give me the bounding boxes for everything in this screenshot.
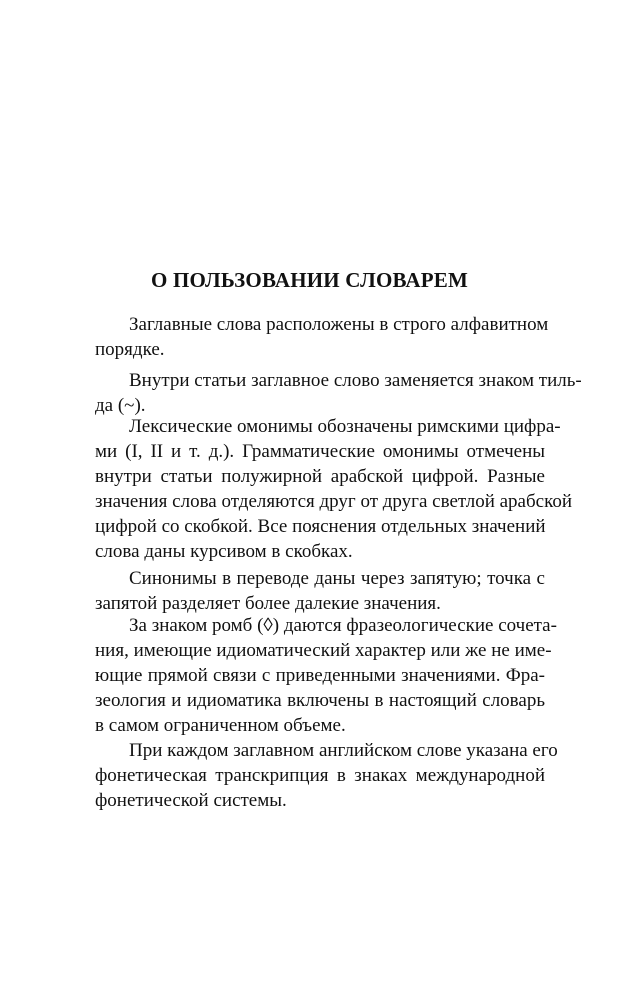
text-line: в самом ограниченном объеме.: [95, 715, 346, 736]
paragraph-headwords-order: [95, 312, 549, 362]
text-line: Заглавные слова расположены в строго алфавитном: [129, 314, 549, 335]
text-line: Лексические омонимы обозначены римскими цифра-: [129, 416, 561, 437]
page-title: О ПОЛЬЗОВАНИИ СЛОВАРЕМ: [151, 268, 468, 292]
paragraph-tilde-usage: [95, 368, 582, 418]
text-line: внутри статьи полужирной арабской цифрой. Разные: [95, 466, 545, 487]
text-line: ющие прямой связи с приведенными значениями. Фра-: [95, 665, 545, 686]
text-line: запятой разделяет более далекие значения.: [95, 593, 441, 614]
text-line: слова даны курсивом в скобках.: [95, 541, 353, 562]
text-line: да (~).: [95, 395, 146, 416]
text-line: ния, имеющие идиоматический характер или же не име-: [95, 640, 552, 661]
text-line: За знаком ромб (◊) даются фразеологические сочета-: [129, 615, 557, 636]
text-line: значения слова отделяются друг от друга светлой арабской: [95, 491, 573, 512]
paragraph-homonyms: [95, 414, 573, 564]
text-line: фонетическая транскрипция в знаках международной: [95, 765, 545, 786]
text-line: Внутри статьи заглавное слово заменяется знаком тиль-: [129, 370, 582, 391]
paragraph-phraseology: [95, 613, 557, 738]
text-line: порядке.: [95, 339, 165, 360]
text-line: Синонимы в переводе даны через запятую; точка с: [129, 568, 545, 589]
text-line: фонетической системы.: [95, 790, 287, 811]
text-line: цифрой со скобкой. Все пояснения отдельных значений: [95, 516, 546, 537]
paragraph-transcription: [95, 738, 558, 813]
text-line: зеология и идиоматика включены в настоящий словарь: [95, 690, 545, 711]
text-line: ми (I, II и т. д.). Грамматические омонимы отмечены: [95, 441, 545, 462]
paragraph-synonyms: [95, 566, 545, 616]
text-line: При каждом заглавном английском слове указана его: [129, 740, 558, 761]
